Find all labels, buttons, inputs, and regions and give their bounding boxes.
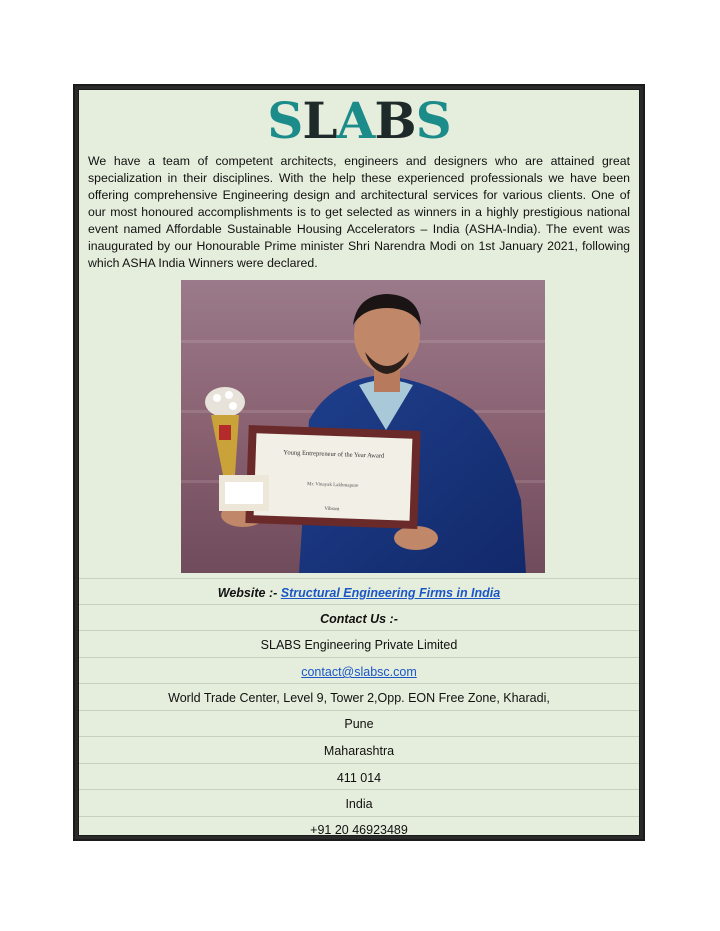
row-divider [79,604,639,605]
row-divider [79,657,639,658]
logo-letter: B [374,91,416,150]
state: Maharashtra [323,744,395,758]
certificate-heading: Young Entrepreneur of the Year Award [283,449,385,460]
row-divider [79,736,639,737]
row-divider [79,578,639,579]
row-divider [79,710,639,711]
company-name: SLABS Engineering Private Limited [260,638,458,652]
row-divider [79,630,639,631]
certificate-name: Mr. Vinayak Lakhmapure [306,482,359,489]
row-divider [79,789,639,790]
intro-paragraph: We have a team of competent architects, engineers and designers who are attained great specialization in their disciplines. With the help these experienced professionals we have been offering comprehensive Engineering design and architectural services for various clients. One of our most honoured accomplishments is to get selected as winners in a highly prestigious national event named Affordable Sustainable Housing Accelerators – India (ASHA-India). The event was inaugurated by our Honourable Prime minister Shri Narendra Modi on 1st January 2021, following which ASHA India Winners were declared. [88,154,630,270]
logo-letter: L [302,91,337,150]
contact-heading: Contact Us :- [320,612,398,626]
row-divider [79,763,639,764]
logo-letter: A [336,91,375,150]
award-photo-illustration [181,280,545,573]
row-divider [79,816,639,817]
logo-letter: S [267,91,303,150]
row-divider [79,683,639,684]
logo-letter: S [415,91,451,150]
address-line: World Trade Center, Level 9, Tower 2,Opp. EON Free Zone, Kharadi, [168,691,550,705]
content-panel [78,89,640,836]
award-photo [181,280,545,573]
page-frame [73,84,645,841]
city: Pune [344,717,374,731]
certificate-footer: Vibrant [324,506,340,513]
email-link[interactable]: contact@slabsc.com [301,665,417,679]
website-line [79,585,639,601]
country: India [345,797,373,811]
slabs-logo [79,91,639,150]
phone-number: +91 20 46923489 [310,823,408,837]
pin-code: 411 014 [336,771,382,785]
website-link[interactable]: Structural Engineering Firms in India [280,586,501,600]
website-label: Website :- [217,586,278,600]
